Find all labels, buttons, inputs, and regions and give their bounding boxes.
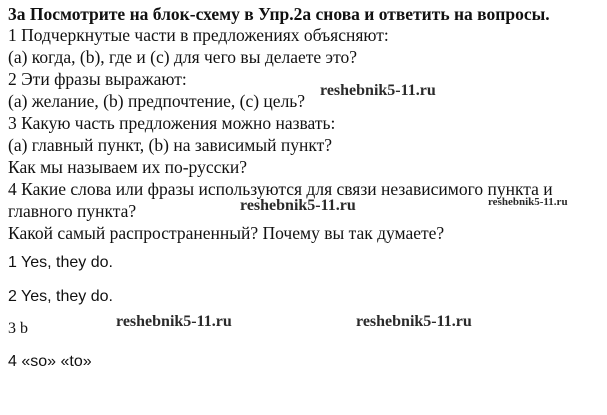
question-line: главного пункта? — [8, 201, 137, 221]
answer-4: 4 «so» «to» — [8, 353, 92, 370]
question-line: (a) главный пункт, (b) на зависимый пункт? — [8, 135, 333, 155]
watermark: reshebnik5-11.ru — [116, 313, 232, 330]
question-line: 1 Подчеркнутые части в предложениях объясняют: — [8, 25, 389, 45]
watermark: reshebnik5-11.ru — [240, 197, 356, 214]
watermark: reshebnik5-11.ru — [320, 82, 436, 99]
watermark: reshebnik5-11.ru — [488, 196, 568, 208]
question-line: 4 Какие слова или фразы используются для связи независимого пункта и — [8, 179, 553, 199]
exercise-title: 3а Посмотрите на блок-схему в Упр.2а снова и ответить на вопросы. — [8, 4, 550, 24]
answer-1: 1 Yes, they do. — [8, 254, 113, 271]
watermark: reshebnik5-11.ru — [356, 313, 472, 330]
answer-2: 2 Yes, they do. — [8, 288, 113, 305]
question-line: (a) когда, (b), где и (c) для чего вы делаете это? — [8, 47, 358, 67]
question-line: 2 Эти фразы выражают: — [8, 69, 187, 89]
question-line: (a) желание, (b) предпочтение, (c) цель? — [8, 91, 306, 111]
answer-3: 3 b — [8, 320, 28, 337]
question-line: Как мы называем их по-русски? — [8, 157, 247, 177]
question-line: 3 Какую часть предложения можно назвать: — [8, 113, 336, 133]
question-line: Какой самый распространенный? Почему вы так думаете? — [8, 223, 445, 243]
